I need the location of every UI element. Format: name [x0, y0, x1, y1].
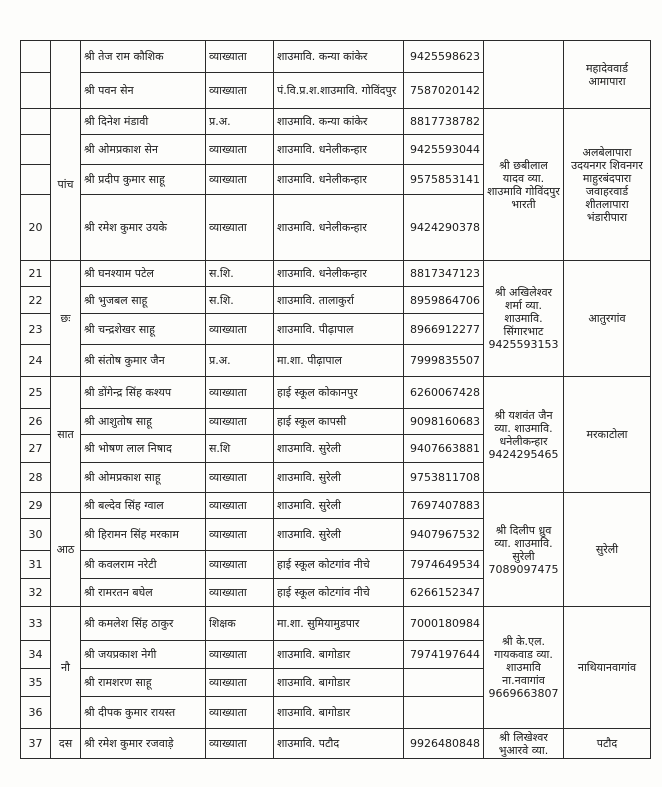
- designation: व्याख्याता: [206, 519, 274, 551]
- designation: व्याख्याता: [206, 41, 274, 73]
- serial-number: 26: [21, 409, 51, 435]
- phone-number: 9407967532: [404, 519, 484, 551]
- designation: प्र.अ.: [206, 109, 274, 135]
- phone-number: 7974649534: [404, 551, 484, 579]
- phone-number: [404, 669, 484, 697]
- school: हाई स्कूल कोकानपुर: [274, 377, 404, 409]
- serial-number: [21, 135, 51, 165]
- teacher-name: श्री रमेश कुमार उयके: [81, 195, 206, 261]
- teacher-name: श्री संतोष कुमार जैन: [81, 345, 206, 377]
- designation: व्याख्याता: [206, 729, 274, 759]
- designation: व्याख्याता: [206, 493, 274, 519]
- school: शाउमावि. बागोडार: [274, 697, 404, 729]
- teacher-name: श्री रामशरण साहू: [81, 669, 206, 697]
- designation: व्याख्याता: [206, 697, 274, 729]
- designation: व्याख्याता: [206, 73, 274, 109]
- serial-number: 23: [21, 314, 51, 345]
- school: शाउमावि. धनेलीकन्हार: [274, 195, 404, 261]
- school: हाई स्कूल कोटगांव नीचे: [274, 551, 404, 579]
- designation: स.शि: [206, 435, 274, 463]
- teacher-name: श्री जयप्रकाश नेगी: [81, 641, 206, 669]
- school: शाउमावि. सुरेली: [274, 493, 404, 519]
- coordinator: श्री यशवंत जैन व्या. शाउमावि. धनेलीकन्हार 9424295465: [484, 377, 564, 493]
- teacher-name: श्री कमलेश सिंह ठाकुर: [81, 607, 206, 641]
- serial-number: [21, 41, 51, 73]
- designation: व्याख्याता: [206, 165, 274, 195]
- phone-number: 9575853141: [404, 165, 484, 195]
- group-label: दस: [51, 729, 81, 759]
- phone-number: 9098160683: [404, 409, 484, 435]
- phone-number: 8817347123: [404, 261, 484, 287]
- teacher-name: श्री तेज राम कौशिक: [81, 41, 206, 73]
- school: शाउमावि. कन्या कांकेर: [274, 109, 404, 135]
- serial-number: 37: [21, 729, 51, 759]
- serial-number: [21, 109, 51, 135]
- phone-number: 7974197644: [404, 641, 484, 669]
- teacher-name: श्री घनश्याम पटेल: [81, 261, 206, 287]
- coordinator: श्री अखिलेश्वर शर्मा व्या. शाउमावि. सिंगारभाट 9425593153: [484, 261, 564, 377]
- school: हाई स्कूल कापसी: [274, 409, 404, 435]
- serial-number: 29: [21, 493, 51, 519]
- teacher-name: श्री दीपक कुमार रायस्त: [81, 697, 206, 729]
- phone-number: 7000180984: [404, 607, 484, 641]
- serial-number: 28: [21, 463, 51, 493]
- serial-number: 33: [21, 607, 51, 641]
- group-label: [51, 41, 81, 109]
- school: शाउमावि. बागोडार: [274, 641, 404, 669]
- phone-number: 9425598623: [404, 41, 484, 73]
- teacher-name: श्री चन्द्रशेखर साहू: [81, 314, 206, 345]
- phone-number: 9753811708: [404, 463, 484, 493]
- phone-number: 6260067428: [404, 377, 484, 409]
- phone-number: 8817738782: [404, 109, 484, 135]
- serial-number: 24: [21, 345, 51, 377]
- group-label: पांच: [51, 109, 81, 261]
- serial-number: 27: [21, 435, 51, 463]
- phone-number: 7587020142: [404, 73, 484, 109]
- serial-number: 21: [21, 261, 51, 287]
- school: शाउमावि. पीढ़ापाल: [274, 314, 404, 345]
- coordinator: [484, 41, 564, 109]
- school: शाउमावि. सुरेली: [274, 463, 404, 493]
- teacher-name: श्री डोंगेन्द्र सिंह कश्यप: [81, 377, 206, 409]
- phone-number: [404, 697, 484, 729]
- school: शाउमावि. तालाकुर्रा: [274, 287, 404, 314]
- designation: व्याख्याता: [206, 463, 274, 493]
- serial-number: [21, 73, 51, 109]
- area: मरकाटोला: [564, 377, 651, 493]
- teacher-name: श्री रामरतन बघेल: [81, 579, 206, 607]
- serial-number: 31: [21, 551, 51, 579]
- school: शाउमावि. बागोडार: [274, 669, 404, 697]
- area: सुरेली: [564, 493, 651, 607]
- phone-number: 7999835507: [404, 345, 484, 377]
- teacher-name: श्री आशुतोष साहू: [81, 409, 206, 435]
- area: महादेववार्ड आमापारा: [564, 41, 651, 109]
- phone-number: 8959864706: [404, 287, 484, 314]
- designation: व्याख्याता: [206, 579, 274, 607]
- group-label: आठ: [51, 493, 81, 607]
- table-row: [21, 493, 651, 519]
- table-row: [21, 41, 651, 73]
- phone-number: 9424290378: [404, 195, 484, 261]
- group-label: नौ: [51, 607, 81, 729]
- designation: व्याख्याता: [206, 409, 274, 435]
- serial-number: 36: [21, 697, 51, 729]
- phone-number: 9407663881: [404, 435, 484, 463]
- coordinator: श्री लिखेश्वर भुआरवे व्या.: [484, 729, 564, 759]
- table-row: [21, 109, 651, 135]
- designation: व्याख्याता: [206, 551, 274, 579]
- serial-number: 20: [21, 195, 51, 261]
- teacher-name: श्री हिरामन सिंह मरकाम: [81, 519, 206, 551]
- teacher-name: श्री दिनेश मंडावी: [81, 109, 206, 135]
- designation: व्याख्याता: [206, 195, 274, 261]
- school: शाउमावि. धनेलीकन्हार: [274, 261, 404, 287]
- designation: व्याख्याता: [206, 641, 274, 669]
- serial-number: 30: [21, 519, 51, 551]
- teacher-name: श्री बल्देव सिंह ग्वाल: [81, 493, 206, 519]
- serial-number: 25: [21, 377, 51, 409]
- table-row: [21, 607, 651, 641]
- teacher-name: श्री भुजबल साहू: [81, 287, 206, 314]
- phone-number: 7697407883: [404, 493, 484, 519]
- area: नाथियानवागांव: [564, 607, 651, 729]
- school: शाउमावि. सुरेली: [274, 435, 404, 463]
- designation: स.शि.: [206, 261, 274, 287]
- serial-number: 22: [21, 287, 51, 314]
- teacher-name: श्री ओमप्रकाश सेन: [81, 135, 206, 165]
- coordinator: श्री छबीलाल यादव व्या. शाउमावि गोविंदपुर भारती: [484, 109, 564, 261]
- school: हाई स्कूल कोटगांव नीचे: [274, 579, 404, 607]
- school: शाउमावि. धनेलीकन्हार: [274, 165, 404, 195]
- phone-number: 9926480848: [404, 729, 484, 759]
- teacher-assignment-table: [20, 40, 651, 759]
- designation: शिक्षक: [206, 607, 274, 641]
- teacher-name: श्री रमेश कुमार रजवाड़े: [81, 729, 206, 759]
- teacher-name: श्री पवन सेन: [81, 73, 206, 109]
- area: अलबेलापारा उदयनगर शिवनगर माहुरबंदपारा जवाहरवार्ड शीतलापारा भंडारीपारा: [564, 109, 651, 261]
- serial-number: 34: [21, 641, 51, 669]
- school: शाउमावि. धनेलीकन्हार: [274, 135, 404, 165]
- teacher-name: श्री भोषण लाल निषाद: [81, 435, 206, 463]
- designation: व्याख्याता: [206, 377, 274, 409]
- phone-number: 8966912277: [404, 314, 484, 345]
- teacher-name: श्री कवलराम नरेटी: [81, 551, 206, 579]
- school: मा.शा. सुमियामुडपार: [274, 607, 404, 641]
- teacher-name: श्री ओमप्रकाश साहू: [81, 463, 206, 493]
- group-label: छः: [51, 261, 81, 377]
- table-row: [21, 261, 651, 287]
- school: शाउमावि. सुरेली: [274, 519, 404, 551]
- designation: प्र.अ.: [206, 345, 274, 377]
- coordinator: श्री दिलीप ध्रुव व्या. शाउमावि. सुरेली 7089097475: [484, 493, 564, 607]
- designation: व्याख्याता: [206, 669, 274, 697]
- school: पं.वि.प्र.श.शाउमावि. गोविंदपुर: [274, 73, 404, 109]
- phone-number: 6266152347: [404, 579, 484, 607]
- serial-number: 35: [21, 669, 51, 697]
- phone-number: 9425593044: [404, 135, 484, 165]
- group-label: सात: [51, 377, 81, 493]
- table-row: [21, 729, 651, 759]
- school: शाउमावि. कन्या कांकेर: [274, 41, 404, 73]
- teacher-name: श्री प्रदीप कुमार साहू: [81, 165, 206, 195]
- area: पटौद: [564, 729, 651, 759]
- serial-number: [21, 165, 51, 195]
- designation: स.शि.: [206, 287, 274, 314]
- area: आतुरगांव: [564, 261, 651, 377]
- serial-number: 32: [21, 579, 51, 607]
- designation: व्याख्याता: [206, 135, 274, 165]
- designation: व्याख्याता: [206, 314, 274, 345]
- coordinator: श्री के.एल. गायकवाड व्या. शाउमावि ना.नवागांव 9669663807: [484, 607, 564, 729]
- school: मा.शा. पीढ़ापाल: [274, 345, 404, 377]
- table-row: [21, 377, 651, 409]
- school: शाउमावि. पटौद: [274, 729, 404, 759]
